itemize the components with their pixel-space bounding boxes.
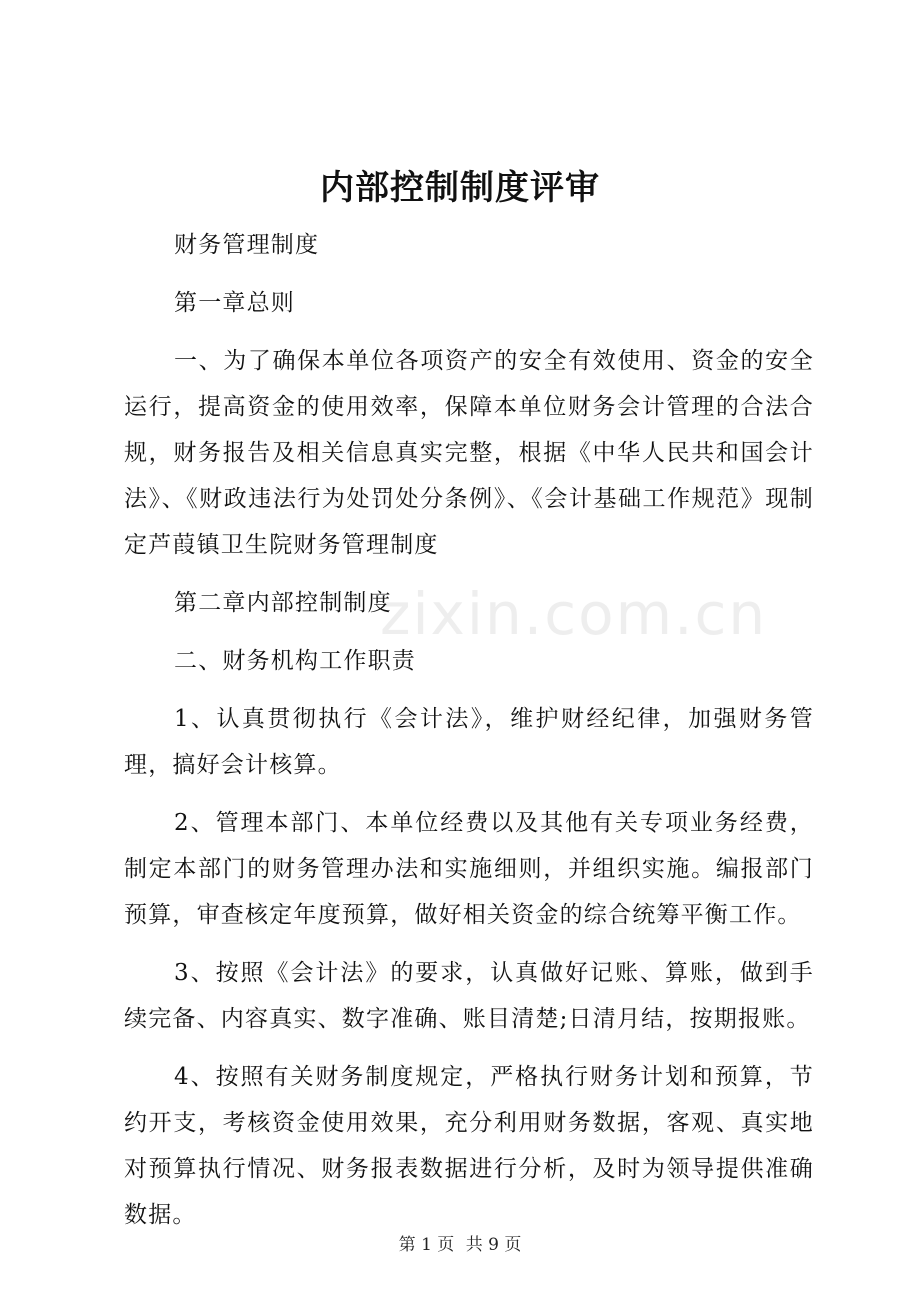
page-footer	[0, 1230, 920, 1255]
paragraph: 一、为了确保本单位各项资产的安全有效使用、资金的安全运行，提高资金的使用效率，保障本单位财务会计管理的合法合规，财务报告及相关信息真实完整，根据《中华人民共和国会计法》、《财政违法行为处罚处分条例》、《会计基础工作规范》现制定芦葭镇卫生院财务管理制度	[124, 348, 814, 558]
watermark: zixin.com.cn	[380, 580, 768, 648]
chapter-heading: 第一章总则	[174, 290, 295, 316]
list-item: 3、按照《会计法》的要求，认真做好记账、算账，做到手续完备、内容真实、数字准确、账目清楚;日清月结，按期报账。	[124, 960, 814, 1032]
list-item: 2、管理本部门、本单位经费以及其他有关专项业务经费，制定本部门的财务管理办法和实施细则，并组织实施。编报部门预算，审查核定年度预算，做好相关资金的综合统筹平衡工作。	[124, 810, 814, 928]
list-item: 4、按照有关财务制度规定，严格执行财务计划和预算，节约开支，考核资金使用效果，充分利用财务数据，客观、真实地对预算执行情况、财务报表数据进行分析，及时为领导提供准确数据。	[124, 1064, 814, 1228]
section-heading: 二、财务机构工作职责	[174, 648, 416, 674]
page-number: 第 1 页	[398, 1235, 455, 1255]
document-title: 内部控制制度评审	[320, 168, 600, 208]
chapter-heading: 第二章内部控制制度	[174, 590, 392, 616]
list-item: 1、认真贯彻执行《会计法》，维护财经纪律，加强财务管理，搞好会计核算。	[124, 706, 814, 778]
document-body	[124, 222, 814, 1250]
section-heading: 财务管理制度	[174, 232, 320, 258]
page-total: 共 9 页	[465, 1235, 522, 1255]
